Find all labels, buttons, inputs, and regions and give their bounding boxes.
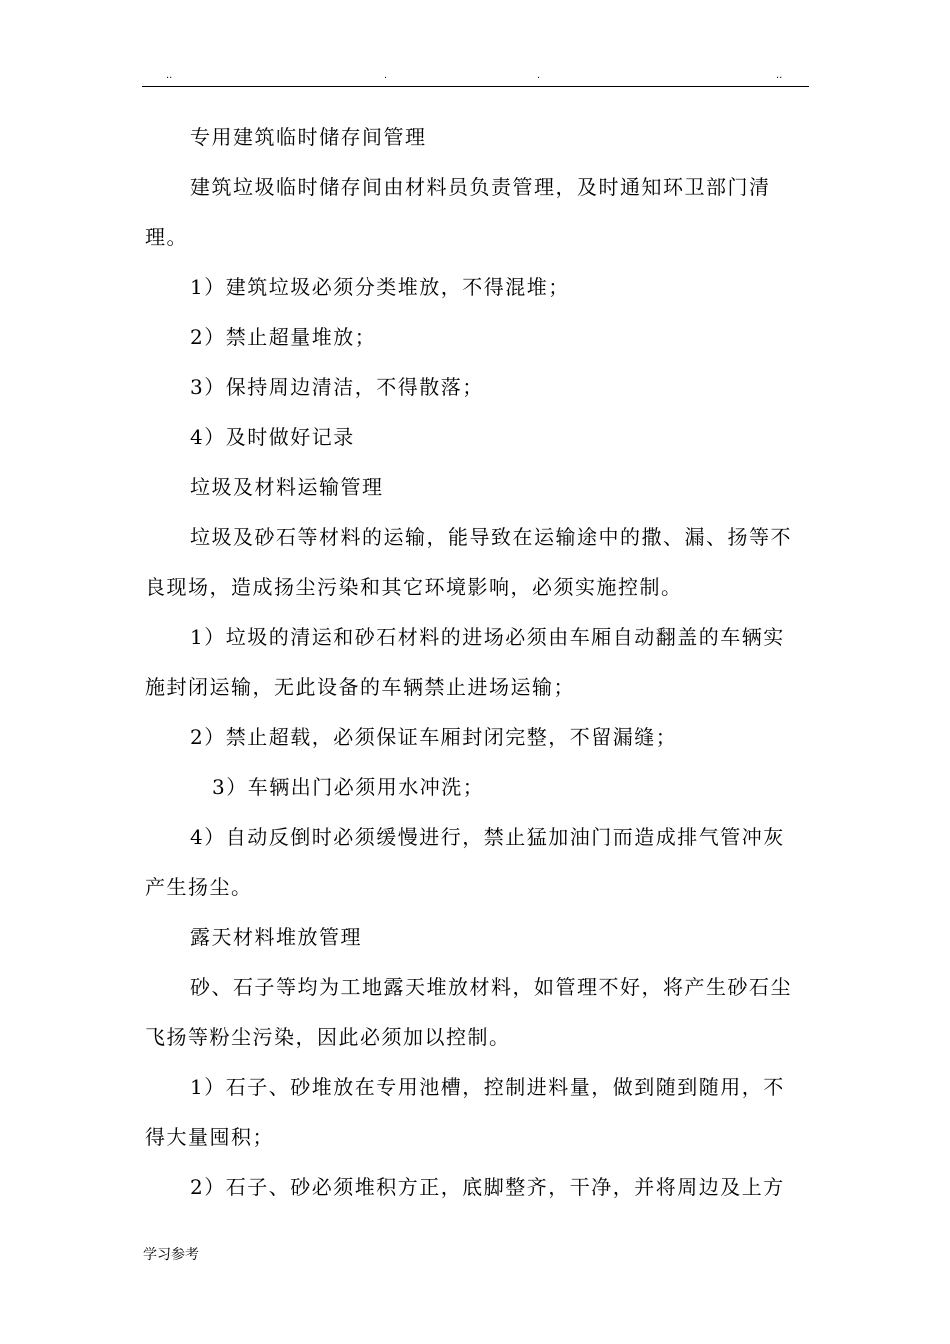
header-mark-4: .. [776,70,783,81]
list-item: 1）建筑垃圾必须分类堆放，不得混堆； [190,275,570,299]
list-item: 4）自动反倒时必须缓慢进行，禁止猛加油门而造成排气管冲灰 [190,825,785,849]
section-heading-transport: 垃圾及材料运输管理 [190,475,384,499]
list-item: 2）石子、砂必须堆积方正，底脚整齐，干净，并将周边及上方 [190,1175,785,1199]
section-heading-storage: 专用建筑临时储存间管理 [190,125,427,149]
header-mark-3: . [537,70,541,81]
header-mark-1: .. [166,70,173,81]
list-item: 2）禁止超载，必须保证车厢封闭完整，不留漏缝； [190,725,678,749]
list-item: 1）石子、砂堆放在专用池槽，控制进料量，做到随到随用，不 [190,1075,785,1099]
list-item-continuation: 产生扬尘。 [145,875,253,899]
footer-label: 学习参考 [143,1247,199,1263]
list-item: 3）车辆出门必须用水冲洗； [212,775,485,799]
list-item: 1）垃圾的清运和砂石材料的进场必须由车厢自动翻盖的车辆实 [190,625,785,649]
list-item-continuation: 得大量囤积； [145,1125,274,1149]
list-item: 2）禁止超量堆放； [190,325,377,349]
paragraph-line: 垃圾及砂石等材料的运输，能导致在运输途中的撒、漏、扬等不 [190,525,792,549]
header-mark-2: . [384,70,388,81]
header-rule [142,86,809,87]
paragraph-line: 良现场，造成扬尘污染和其它环境影响，必须实施控制。 [145,575,683,599]
list-item-continuation: 施封闭运输，无此设备的车辆禁止进场运输； [145,675,575,699]
paragraph-line: 砂、石子等均为工地露天堆放材料，如管理不好，将产生砂石尘 [190,975,792,999]
document-body [145,112,811,1212]
paragraph-line: 飞扬等粉尘污染，因此必须加以控制。 [145,1025,511,1049]
list-item: 4）及时做好记录 [190,425,355,449]
section-heading-open-air: 露天材料堆放管理 [190,925,362,949]
paragraph-line: 建筑垃圾临时储存间由材料员负责管理，及时通知环卫部门清 [190,175,771,199]
list-item: 3）保持周边清洁，不得散落； [190,375,484,399]
paragraph-line: 理。 [145,225,188,249]
